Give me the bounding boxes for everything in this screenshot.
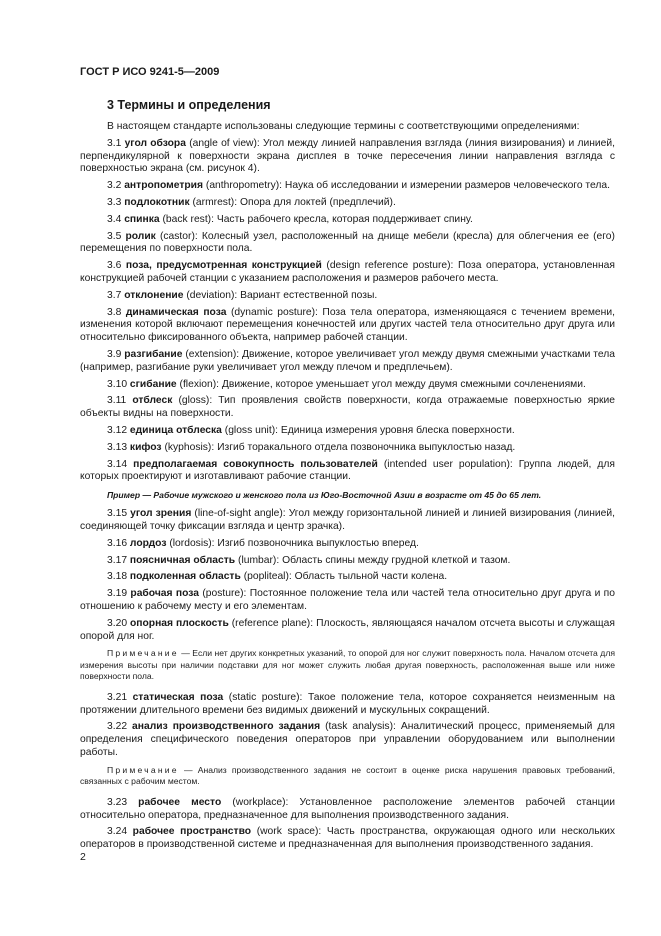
intro-paragraph: В настоящем стандарте использованы следующие термины с соответствующими определениями: — [107, 121, 580, 132]
note-text: — Анализ производственного задания не состоит в оценке риска нарушения правовых требований, связанных с рабочим местом. — [80, 764, 615, 787]
term-name: предполагаемая совокупность пользователей — [133, 458, 378, 470]
term-name: статическая поза — [132, 691, 224, 703]
term-english: (line-of-sight angle): — [194, 508, 286, 520]
term-name: сгибание — [129, 378, 177, 390]
term-number: 3.7 — [107, 289, 122, 301]
term-definition: Опора для локтей (предплечий). — [239, 196, 396, 208]
term-number: 3.15 — [107, 508, 128, 520]
terms-list-3 — [80, 692, 615, 760]
term-name: поза, предусмотренная конструкцией — [125, 260, 322, 272]
term-number: 3.14 — [107, 458, 128, 470]
term-definition: Плоскость, являющаяся началом отсчета высоты и служащая опорой для ног. — [80, 617, 615, 642]
terms-list-4 — [80, 797, 615, 852]
term-definition: Установленное расположение элементов рабочей станции относительно оператора, предназначенное для выполнения производственного задания. — [80, 796, 615, 821]
term-number: 3.20 — [107, 617, 128, 629]
term-english: (work space): — [256, 826, 322, 838]
term-name: анализ производственного задания — [132, 721, 321, 733]
term-definition: Область спины между грудной клеткой и тазом. — [282, 554, 511, 566]
terms-list-2 — [80, 508, 615, 643]
term-number: 3.3 — [107, 196, 122, 208]
term-number: 3.5 — [107, 230, 122, 242]
term-number: 3.6 — [107, 260, 122, 272]
term-english: (deviation): — [186, 289, 238, 301]
term-english: (anthropometry): — [205, 180, 283, 192]
term-entry — [80, 692, 615, 718]
term-english: (lumbar): — [238, 554, 280, 566]
term-name: подлокотник — [124, 196, 190, 208]
term-number: 3.12 — [107, 424, 128, 436]
term-number: 3.16 — [107, 537, 128, 549]
term-entry — [80, 349, 615, 375]
term-definition: Часть рабочего кресла, которая поддерживает спину. — [216, 213, 473, 225]
term-entry — [80, 618, 615, 644]
term-english: (workplace): — [232, 796, 289, 808]
term-number: 3.22 — [107, 721, 128, 733]
term-name: угол зрения — [130, 508, 192, 520]
term-number: 3.21 — [107, 691, 128, 703]
term-number: 3.24 — [107, 826, 128, 838]
term-entry — [80, 197, 615, 210]
term-entry — [80, 508, 615, 534]
term-english: (task analysis): — [325, 721, 396, 733]
note-322 — [80, 765, 615, 788]
term-english: (extension): — [185, 348, 240, 360]
term-definition: Наука об исследовании и измерении размеров человеческого тела. — [284, 180, 610, 192]
term-entry — [80, 138, 615, 176]
term-english: (gloss unit): — [224, 424, 278, 436]
term-entry — [80, 395, 615, 421]
term-number: 3.19 — [107, 588, 128, 600]
term-entry — [80, 290, 615, 303]
term-name: антропометрия — [124, 180, 204, 192]
note-label: Примечание — [107, 764, 179, 775]
term-name: рабочая поза — [130, 588, 199, 600]
term-name: ролик — [125, 230, 156, 242]
term-definition: Постоянное положение тела или частей тела относительно друг друга и по отношению к рабочему месту и его элементам. — [80, 588, 615, 612]
term-name: отблеск — [132, 395, 173, 407]
term-number: 3.1 — [107, 137, 122, 149]
term-name: подколенная область — [129, 571, 241, 583]
term-name: отклонение — [124, 289, 184, 301]
term-name: кифоз — [129, 441, 162, 453]
term-definition: Тип проявления свойств поверхности, когда отражаемые поверхностью яркие объекты видны на поверхности. — [80, 395, 615, 420]
term-definition: Поза оператора, установленная конструкцией рабочей станции с указанием расположения и размеров рабочего места. — [80, 260, 615, 284]
term-definition: Единица измерения уровня блеска поверхности. — [280, 424, 515, 436]
term-name: спинка — [124, 213, 160, 225]
term-english: (reference plane): — [231, 617, 314, 629]
note-320 — [80, 648, 615, 683]
term-number: 3.18 — [107, 571, 128, 583]
term-number: 3.13 — [107, 441, 128, 453]
term-name: поясничная область — [129, 554, 236, 566]
term-english: (popliteal): — [243, 571, 292, 583]
term-definition: Вариант естественной позы. — [240, 289, 378, 301]
term-definition: Такое положение тела, которое сохраняется неизменным на протяжении длительного времени без видимых движений и мускульных сокращений. — [80, 691, 615, 716]
term-english: (static posture): — [228, 691, 303, 703]
term-definition: Группа людей, для которых проектируют и изготавливают рабочие станции. — [80, 458, 615, 483]
term-name: рабочее пространство — [132, 826, 252, 838]
term-entry — [80, 797, 615, 823]
term-name: лордоз — [129, 537, 167, 549]
term-english: (armrest): — [192, 196, 238, 208]
term-english: (flexion): — [179, 378, 219, 390]
term-english: (intended user population): — [383, 458, 513, 470]
term-number: 3.10 — [107, 378, 128, 390]
term-entry — [80, 721, 615, 759]
term-entry — [80, 231, 615, 257]
term-entry — [80, 180, 615, 193]
term-entry — [80, 260, 615, 286]
page-number: 2 — [80, 851, 86, 863]
term-number: 3.2 — [107, 180, 122, 192]
term-name: разгибание — [124, 348, 183, 360]
term-definition: Область тыльной части колена. — [294, 571, 448, 583]
term-entry — [80, 379, 615, 392]
term-english: (dynamic posture): — [230, 306, 318, 318]
term-entry — [80, 826, 615, 852]
term-definition: Изгиб позвоночника выпуклостью вперед. — [217, 537, 419, 549]
term-number: 3.11 — [107, 395, 127, 407]
term-definition: Поза тела оператора, изменяющаяся с течением времени, изменения которой включают перемещения конечностей или других частей тела относительно друг друга или относительно фиксированного объекта, например рабочей станции. — [80, 306, 615, 344]
term-definition: Часть пространства, окружающая одного или нескольких операторов в производственной системе и предназначенная для выполнения производственного задания. — [80, 826, 615, 851]
terms-list-1 — [80, 138, 615, 484]
term-entry — [80, 459, 615, 485]
term-english: (lordosis): — [169, 537, 215, 549]
term-english: (design reference posture): — [326, 260, 454, 272]
term-name: динамическая поза — [125, 306, 227, 318]
term-english: (posture): — [202, 588, 247, 600]
term-entry — [80, 588, 615, 614]
term-english: (kyphosis): — [164, 441, 215, 453]
term-number: 3.9 — [107, 348, 122, 360]
term-name: рабочее место — [138, 796, 222, 808]
term-english: (gloss): — [178, 395, 213, 407]
document-body — [80, 98, 615, 856]
term-entry — [80, 555, 615, 568]
term-definition: Угол между линией направления взгляда (линия визирования) и линией, перпендикулярной к поверхности экрана дисплея в точке пересечения линии направления взгляда с поверхностью экрана (см. рисунок 4). — [80, 137, 615, 175]
term-number: 3.23 — [107, 796, 128, 808]
term-number: 3.4 — [107, 213, 122, 225]
term-entry — [80, 425, 615, 438]
term-english: (castor): — [159, 230, 198, 242]
section-title: 3 Термины и определения — [107, 98, 271, 112]
term-name: единица отблеска — [129, 424, 222, 436]
term-definition: Движение, которое уменьшает угол между двумя смежными сочленениями. — [221, 378, 586, 390]
term-name: опорная плоскость — [130, 617, 229, 629]
term-entry — [80, 442, 615, 455]
term-entry — [80, 571, 615, 584]
term-definition: Движение, которое увеличивает угол между двумя смежными участками тела (например, разгибание руки увеличивает угол между плечом и предплечьем). — [80, 348, 615, 373]
term-definition: Аналитический процесс, применяемый для определения специфического поведения операторов при управлении оборудованием или выполнении работы. — [80, 721, 615, 758]
term-definition: Изгиб торакального отдела позвоночника выпуклостью назад. — [217, 441, 516, 453]
term-definition: Колесный узел, расположенный на днище мебели (кресла) для облегчения ее (его) перемещения по поверхности пола. — [80, 230, 615, 255]
term-entry — [80, 214, 615, 227]
term-english: (back rest): — [162, 213, 214, 225]
document-header: ГОСТ Р ИСО 9241-5—2009 — [80, 66, 220, 78]
term-name: угол обзора — [124, 137, 186, 149]
example-314: Пример — Рабочие мужского и женского пола из Юго-Восточной Азии в возрасте от 45 до 65 лет. — [107, 490, 542, 501]
term-entry — [80, 538, 615, 551]
term-number: 3.8 — [107, 306, 122, 318]
term-entry — [80, 307, 615, 345]
note-text: — Если нет других конкретных указаний, то опорой для ног служит поверхность пола. Началом отсчета для измерения высоты при наличии подставки для ног может служить любая другая поверхность, расположенная выше или ниже поверхности пола. — [80, 648, 615, 682]
term-number: 3.17 — [107, 554, 128, 566]
term-english: (angle of view): — [189, 137, 260, 149]
term-definition: Угол между горизонтальной линией и линией визирования (линией, соединяющей точку фиксации взгляда и центр зрачка). — [80, 508, 615, 532]
note-label: Примечание — [107, 648, 179, 659]
